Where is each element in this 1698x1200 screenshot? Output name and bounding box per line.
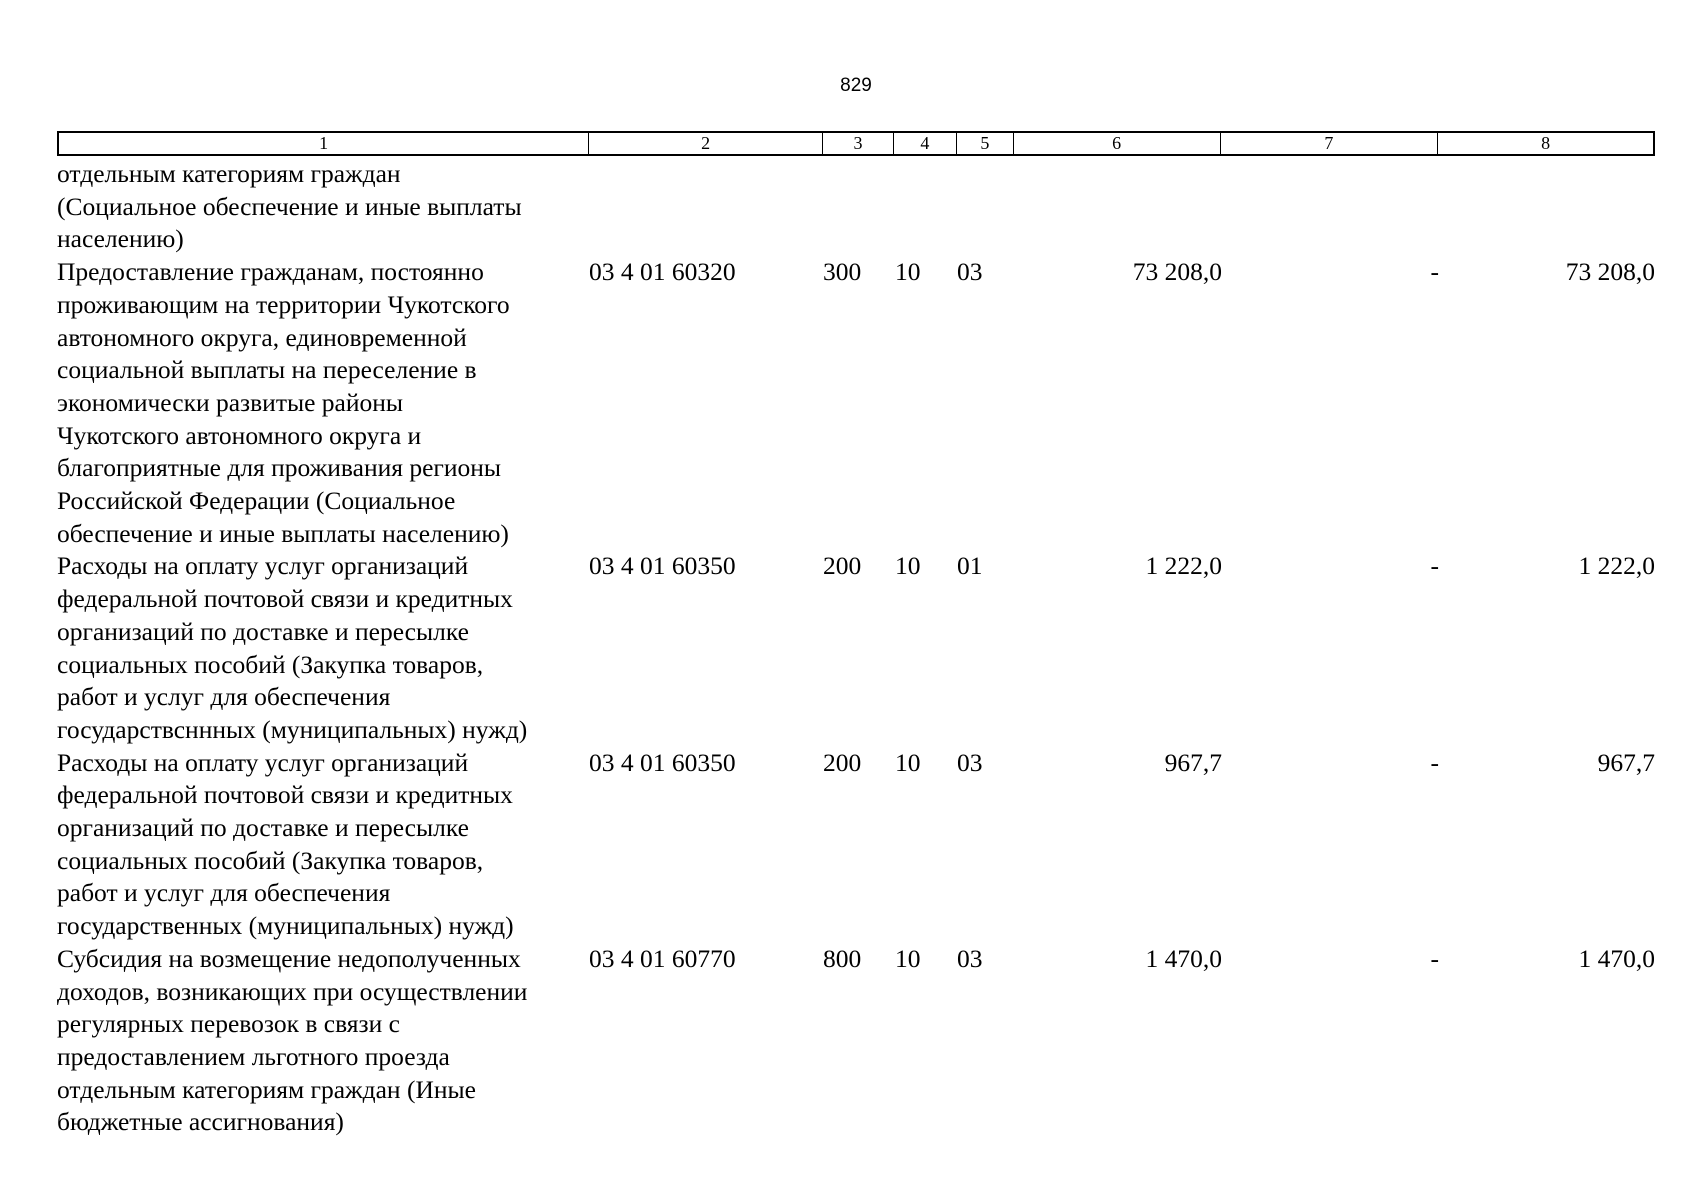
amount-total: 1 222,0	[1578, 551, 1655, 581]
description-line: (Социальное обеспечение и иные выплаты	[57, 191, 522, 221]
target-article-code: 03 4 01 60320	[589, 257, 736, 287]
expense-type: 300	[823, 257, 862, 287]
description-line: государственных (муниципальных) нужд)	[57, 911, 514, 941]
row-description	[57, 747, 588, 943]
target-article-code: 03 4 01 60350	[589, 551, 736, 581]
description-line: Расходы на оплату услуг организаций	[57, 747, 469, 777]
description-line: социальных пособий (Закупка товаров,	[57, 845, 484, 875]
description-line: бюджетные ассигнования)	[57, 1107, 344, 1137]
description-line: социальных пособий (Закупка товаров,	[57, 649, 484, 679]
subsection-code: 03	[957, 943, 983, 973]
table-header	[57, 131, 1655, 156]
header-col-5: 5	[957, 133, 1014, 154]
description-line: регулярных перевозок в связи с	[57, 1009, 400, 1039]
description-line: Субсидия на возмещение недополученных	[57, 943, 521, 973]
amount-approved: 73 208,0	[1132, 257, 1222, 287]
description-line: социальной выплаты на переселение в	[57, 355, 477, 385]
row-description	[57, 943, 588, 1139]
header-col-7: 7	[1221, 133, 1439, 154]
section-code: 10	[895, 551, 921, 581]
description-line: экономически развитые районы	[57, 387, 404, 417]
header-col-2: 2	[589, 133, 823, 154]
expense-type: 200	[823, 551, 862, 581]
description-line: благоприятные для проживания регионы	[57, 453, 502, 483]
target-article-code: 03 4 01 60350	[589, 747, 736, 777]
amount-total: 73 208,0	[1565, 257, 1655, 287]
section-code: 10	[895, 747, 921, 777]
table-body	[57, 158, 1655, 1139]
header-col-3: 3	[823, 133, 894, 154]
page-number: 829	[840, 75, 872, 96]
table-row	[57, 747, 1655, 943]
section-code: 10	[895, 943, 921, 973]
amount-total: 967,7	[1597, 747, 1655, 777]
table-row	[57, 256, 1655, 550]
header-col-6: 6	[1014, 133, 1221, 154]
description-line: работ и услуг для обеспечения	[57, 878, 391, 908]
description-line: предоставлением льготного проезда	[57, 1041, 450, 1071]
description-line: федеральной почтовой связи и кредитных	[57, 780, 513, 810]
description-line: работ и услуг для обеспечения	[57, 682, 391, 712]
amount-approved: 1 222,0	[1145, 551, 1222, 581]
header-col-1: 1	[59, 133, 589, 154]
description-line: автономного округа, единовременной	[57, 322, 467, 352]
subsection-code: 01	[957, 551, 983, 581]
amount-approved: 1 470,0	[1145, 943, 1222, 973]
section-code: 10	[895, 257, 921, 287]
description-line: Чукотского автономного округа и	[57, 420, 422, 450]
table-row	[57, 158, 1655, 256]
description-line: организаций по доставке и пересылке	[57, 616, 469, 646]
description-line: проживающим на территории Чукотского	[57, 289, 510, 319]
row-description	[57, 256, 588, 550]
row-description	[57, 550, 588, 746]
description-line: организаций по доставке и пересылке	[57, 813, 469, 843]
description-line: Российской Федерации (Социальное	[57, 486, 456, 516]
description-line: Предоставление гражданам, постоянно	[57, 257, 484, 287]
header-col-4: 4	[894, 133, 957, 154]
header-col-8: 8	[1541, 133, 1551, 153]
expense-type: 200	[823, 747, 862, 777]
expense-type: 800	[823, 943, 862, 973]
amount-change: -	[1430, 551, 1439, 581]
amount-change: -	[1430, 747, 1439, 777]
description-line: федеральной почтовой связи и кредитных	[57, 584, 513, 614]
description-line: доходов, возникающих при осуществлении	[57, 976, 528, 1006]
row-description	[57, 158, 588, 256]
amount-total: 1 470,0	[1578, 943, 1655, 973]
amount-change: -	[1430, 257, 1439, 287]
table-row	[57, 550, 1655, 746]
description-line: обеспечение и иные выплаты населению)	[57, 518, 509, 548]
description-line: Расходы на оплату услуг организаций	[57, 551, 469, 581]
amount-change: -	[1430, 943, 1439, 973]
amount-approved: 967,7	[1164, 747, 1222, 777]
description-line: отдельным категориям граждан	[57, 159, 401, 188]
subsection-code: 03	[957, 747, 983, 777]
subsection-code: 03	[957, 257, 983, 287]
description-line: государствсннных (муниципальных) нужд)	[57, 714, 528, 744]
table-row	[57, 943, 1655, 1139]
description-line: населению)	[57, 224, 184, 254]
description-line: отдельным категориям граждан (Иные	[57, 1074, 476, 1104]
target-article-code: 03 4 01 60770	[589, 943, 736, 973]
